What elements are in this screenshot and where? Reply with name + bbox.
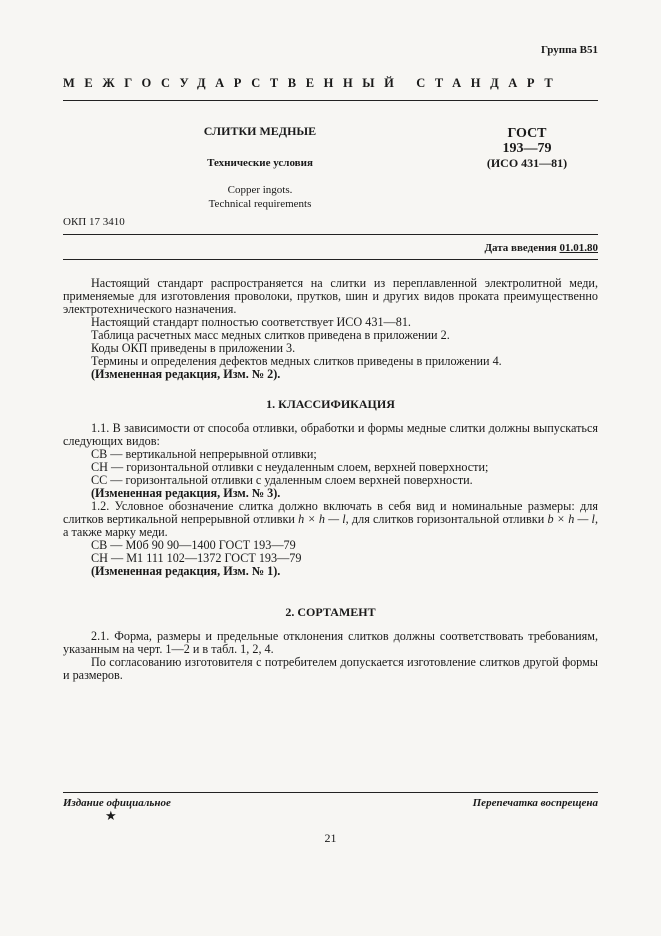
clause-2-1-agreement: По согласованию изготовителя с потребителем допускается изготовление слитков другой формы и размеров. [63, 655, 598, 682]
official-edition-note: Издание официальное [63, 797, 171, 809]
amendment-note-1: (Измененная редакция, Изм. № 1). [91, 564, 281, 578]
clause-1-2-part-c: , а также марку меди. [63, 512, 598, 539]
introduction-date [484, 242, 598, 254]
type-cv: СВ — вертикальной непрерывной отливки; [91, 447, 317, 461]
document-body [63, 277, 598, 682]
intro-paragraph-scope: Настоящий стандарт распространяется на слитки из переплавленной электролитной меди, применяемые для изготовления проволоки, прутков, шин и других видов проката преимущественно электротехнического назначения. [63, 276, 598, 316]
intro-paragraph-table: Таблица расчетных масс медных слитков приведена в приложении 2. [91, 328, 450, 342]
header-divider [63, 100, 598, 101]
document-subtitle: Технические условия [207, 157, 313, 169]
type-cc: СС — горизонтальной отливки с удаленным слоем верхней поверхности. [91, 473, 473, 487]
english-title-line1: Copper ingots. [227, 184, 293, 196]
interstate-standard-heading: МЕЖГОСУДАРСТВЕННЫЙ СТАНДАРТ [63, 76, 563, 90]
star-icon: ★ [105, 808, 117, 823]
okp-code: ОКП 17 3410 [63, 216, 125, 228]
reprint-prohibited-note: Перепечатка воспрещена [472, 797, 598, 809]
clause-2-1: 2.1. Форма, размеры и предельные отклонения слитков должны соответствовать требованиям, указанным на черт. 1—2 и в табл. 1, 2, 4. [63, 629, 598, 656]
intro-amendment-note: (Измененная редакция, Изм. № 2). [91, 367, 281, 381]
iso-equivalent: (ИСО 431—81) [486, 156, 568, 170]
intro-paragraph-okp: Коды ОКП приведены в приложении 3. [91, 341, 296, 355]
type-ch: СН — горизонтальной отливки с неудаленным слоем, верхней поверхности; [91, 460, 489, 474]
clause-1-2-part-a: 1.2. Условное обозначение слитка должно включать в себя вид и номинальные размеры: для слитков вертикальной непрерывной отливки [63, 499, 598, 526]
example-ch: СН — М1 111 102—1372 ГОСТ 193—79 [91, 551, 302, 565]
title-block [150, 124, 370, 211]
clause-1-2-part-b: , для слитков горизонтальной отливки [345, 512, 545, 526]
clause-1-2 [63, 500, 598, 539]
english-title-line2: Technical requirements [208, 198, 312, 210]
english-title [150, 183, 370, 211]
formula-horizontal: b × h — l [547, 512, 595, 526]
formula-vertical: h × h — l [298, 512, 346, 526]
footer-divider [63, 792, 598, 793]
clause-1-1: 1.1. В зависимости от способа отливки, обработки и формы медные слитки должны выпускаться следующих видов: [63, 421, 598, 448]
okp-divider [63, 234, 598, 235]
gost-number: 193—79 [502, 141, 552, 156]
amendment-note-3: (Измененная редакция, Изм. № 3). [91, 486, 281, 500]
page-number: 21 [324, 831, 337, 845]
introduction-date-label: Дата введения [484, 242, 557, 254]
intro-paragraph-terms: Термины и определения дефектов медных слитков приведены в приложении 4. [91, 354, 502, 368]
example-cv: СВ — М0б 90 90—1400 ГОСТ 193—79 [91, 538, 296, 552]
section-heading-assortment: 2. СОРТАМЕНТ [285, 605, 376, 619]
gost-label: ГОСТ [507, 126, 547, 141]
document-title: СЛИТКИ МЕДНЫЕ [203, 124, 317, 138]
gost-designation [478, 126, 576, 171]
intro-paragraph-iso: Настоящий стандарт полностью соответствует ИСО 431—81. [91, 315, 411, 329]
group-code: Группа В51 [540, 44, 598, 56]
introduction-date-value: 01.01.80 [559, 242, 598, 254]
section-heading-classification: 1. КЛАССИФИКАЦИЯ [266, 397, 395, 411]
date-divider [63, 259, 598, 260]
